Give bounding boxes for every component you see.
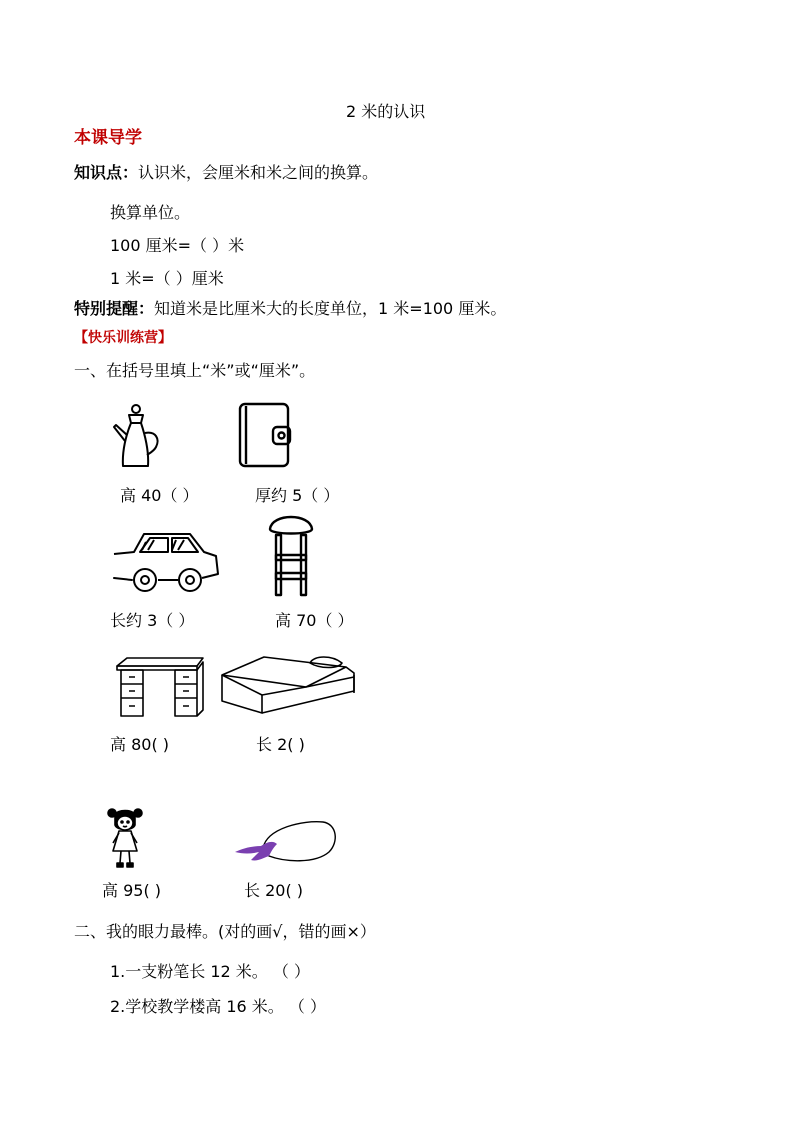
car-icon [110,528,222,598]
convert-title: 换算单位。 [110,203,191,222]
happy-training-camp-label: 【快乐训练营】 [74,330,172,346]
bed-icon [220,651,356,715]
page-title: 2 米的认识 [346,102,426,121]
item-label-teapot: 高 40（ ） [120,486,199,505]
convert-line-1: 100 厘米=（ ）米 [110,236,245,255]
knowledge-label: 知识点： [74,163,139,182]
question-1: 1.一支粉笔长 12 米。 （ ） [110,962,310,981]
desk-icon [113,656,205,718]
item-label-bed: 长 2( ) [256,735,305,754]
item-label-girl: 高 95( ) [102,881,162,900]
item-label-car: 长约 3（ ） [110,611,195,630]
eggplant-icon [233,818,339,866]
question-2: 2.学校教学楼高 16 米。 （ ） [110,997,326,1016]
item-label-book: 厚约 5（ ） [255,486,340,505]
convert-line-2: 1 米=（ ）厘米 [110,269,224,288]
reminder-text: 知道米是比厘米大的长度单位，1 米=100 厘米。 [154,299,507,318]
knowledge-point [74,163,378,183]
special-reminder [74,299,506,319]
stool-icon [268,515,314,597]
part2-heading: 二、我的眼力最棒。(对的画√，错的画×） [74,922,376,941]
item-label-eggplant: 长 20( ) [244,881,304,900]
knowledge-text: 认识米，会厘米和米之间的换算。 [138,163,379,182]
section-guide-heading: 本课导学 [74,128,142,148]
teapot-icon [112,403,162,469]
book-icon [238,402,292,468]
girl-icon [107,807,143,869]
part1-heading: 一、在括号里填上“米”或“厘米”。 [74,361,316,380]
item-label-stool: 高 70（ ） [275,611,354,630]
reminder-label: 特别提醒： [74,299,155,318]
item-label-desk: 高 80( ) [110,735,170,754]
